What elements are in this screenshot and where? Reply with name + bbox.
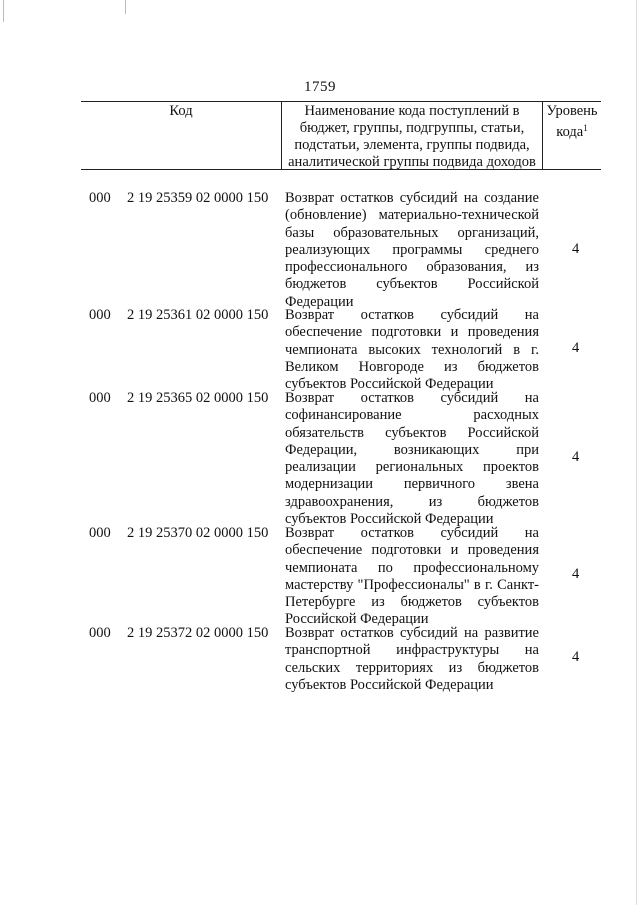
scan-edge-mark — [636, 0, 637, 905]
row-name: Возврат остатков субсидий на развитие транспортной инфраструктуры на сельских территориях из бюджетов субъектов Российской Федерации — [285, 625, 539, 693]
row-name: Возврат остатков субсидий на обеспечение подготовки и проведения чемпионата по профессиональному мастерству "Профессионалы" в г. Санкт-Петербурге из бюджетов субъектов Российской Федерации — [285, 525, 539, 628]
row-prefix: 000 — [89, 307, 111, 323]
table-row — [0, 307, 640, 393]
header-level — [543, 103, 601, 141]
row-level: 4 — [572, 340, 580, 356]
scan-edge-mark — [3, 0, 4, 22]
row-name: Возврат остатков субсидий на обеспечение подготовки и проведения чемпионата высоких технологий в г. Великом Новгороде из бюджетов субъектов Российской Федерации — [285, 307, 539, 393]
table-row — [0, 525, 640, 629]
row-code: 2 19 25372 02 0000 150 — [127, 625, 269, 641]
table-row — [0, 625, 640, 695]
table-header-divider-1 — [281, 101, 282, 169]
row-level: 4 — [572, 649, 580, 665]
row-name: Возврат остатков субсидий на создание (обновление) материально-технической базы образовательных организаций, реализующих программы среднего профессионального образования, из бюджетов субъектов Российской Федерации — [285, 190, 539, 310]
header-level-footnote: 1 — [583, 123, 588, 133]
table-header-top-rule — [81, 101, 601, 102]
table-row — [0, 390, 640, 528]
header-level-label: Уровень кода — [546, 103, 598, 140]
row-level: 4 — [572, 449, 580, 465]
row-prefix: 000 — [89, 525, 111, 541]
table-row — [0, 190, 640, 310]
row-name: Возврат остатков субсидий на софинансирование расходных обязательств субъектов Российской Федерации, возникающих при реализации региональных проектов модернизации первичного звена здравоохранения, из бюджетов субъектов Российской Федерации — [285, 390, 539, 528]
row-code: 2 19 25365 02 0000 150 — [127, 390, 269, 406]
row-level: 4 — [572, 241, 580, 257]
row-prefix: 000 — [89, 190, 111, 206]
header-name: Наименование кода поступлений в бюджет, группы, подгруппы, статьи, подстатьи, элемента, группы подвида, аналитической группы подвида доходов — [288, 103, 536, 170]
row-code: 2 19 25361 02 0000 150 — [127, 307, 269, 323]
page-number: 1759 — [304, 79, 336, 95]
row-code: 2 19 25359 02 0000 150 — [127, 190, 269, 206]
header-code: Код — [169, 103, 193, 119]
row-prefix: 000 — [89, 625, 111, 641]
row-prefix: 000 — [89, 390, 111, 406]
row-level: 4 — [572, 566, 580, 582]
row-code: 2 19 25370 02 0000 150 — [127, 525, 269, 541]
scan-edge-mark — [125, 0, 126, 14]
